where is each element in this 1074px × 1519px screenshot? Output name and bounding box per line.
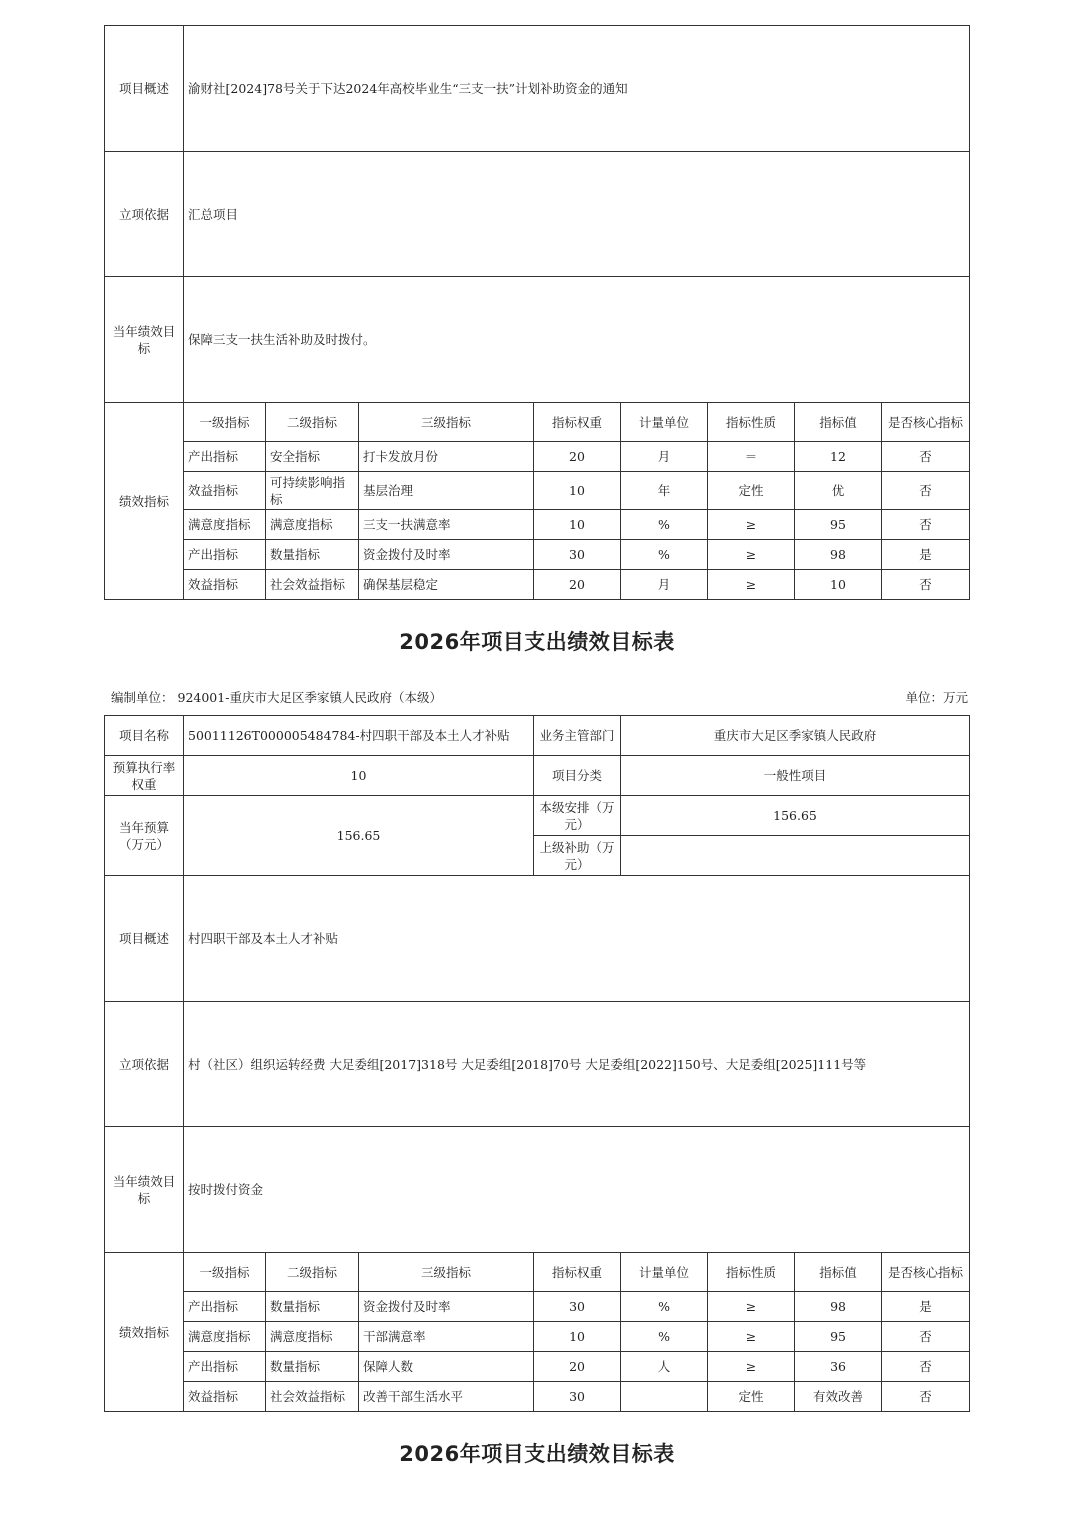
cell: ≥ <box>708 570 795 600</box>
cell: 满意度指标 <box>184 1322 266 1352</box>
cell: 10 <box>795 570 882 600</box>
overview-label: 项目概述 <box>105 26 184 152</box>
cell: 30 <box>534 540 621 570</box>
cell: 10 <box>534 472 621 510</box>
table-row <box>105 1382 970 1412</box>
cell: 30 <box>534 1292 621 1322</box>
cell: 打卡发放月份 <box>359 442 534 472</box>
cell: 否 <box>882 442 970 472</box>
cell: 改善干部生活水平 <box>359 1382 534 1412</box>
cell: 30 <box>534 1382 621 1412</box>
cell: ≥ <box>708 540 795 570</box>
cell: 月 <box>621 442 708 472</box>
header-cell: 是否核心指标 <box>882 1253 970 1292</box>
currency-unit: 单位：万元 <box>905 690 968 705</box>
compiling-unit <box>111 688 442 706</box>
category-value: 一般性项目 <box>621 756 970 796</box>
next-page-title: 2026年项目支出绩效目标表 <box>399 1442 675 1466</box>
header-cell: 一级指标 <box>184 403 266 442</box>
cell: 满意度指标 <box>266 510 359 540</box>
cell: ＝ <box>708 442 795 472</box>
cell: 是 <box>882 540 970 570</box>
basis-label: 立项依据 <box>105 1002 184 1127</box>
cell: 确保基层稳定 <box>359 570 534 600</box>
header-cell: 三级指标 <box>359 403 534 442</box>
cell: 数量指标 <box>266 1292 359 1322</box>
cell: 20 <box>534 442 621 472</box>
cell: 月 <box>621 570 708 600</box>
header-cell: 指标性质 <box>708 1253 795 1292</box>
cell: 否 <box>882 510 970 540</box>
table-row <box>105 540 970 570</box>
cell: 产出指标 <box>184 1292 266 1322</box>
cell: 95 <box>795 1322 882 1352</box>
header-cell: 二级指标 <box>266 403 359 442</box>
cell: 干部满意率 <box>359 1322 534 1352</box>
cell: 人 <box>621 1352 708 1382</box>
cell: 效益指标 <box>184 570 266 600</box>
indicators-label: 绩效指标 <box>105 1253 184 1412</box>
cell: 否 <box>882 1382 970 1412</box>
cell: 保障人数 <box>359 1352 534 1382</box>
cell: 产出指标 <box>184 1352 266 1382</box>
cell: 可持续影响指标 <box>266 472 359 510</box>
cell: 产出指标 <box>184 442 266 472</box>
header-cell: 三级指标 <box>359 1253 534 1292</box>
cell: 产出指标 <box>184 540 266 570</box>
cell: ≥ <box>708 1352 795 1382</box>
indicators-label: 绩效指标 <box>105 403 184 600</box>
table-row <box>105 1322 970 1352</box>
cell: 否 <box>882 1352 970 1382</box>
cell: 10 <box>534 510 621 540</box>
cell: % <box>621 1322 708 1352</box>
goal-label: 当年绩效目标 <box>105 277 184 403</box>
page-title: 2026年项目支出绩效目标表 <box>399 630 675 654</box>
cell: 数量指标 <box>266 540 359 570</box>
cell: 否 <box>882 570 970 600</box>
header-cell: 指标权重 <box>534 1253 621 1292</box>
cell: 定性 <box>708 1382 795 1412</box>
category-label: 项目分类 <box>534 756 621 796</box>
basis-value: 村（社区）组织运转经费 大足委组[2017]318号 大足委组[2018]70号 大足委组[2022]150号、大足委组[2025]111号等 <box>184 1002 970 1127</box>
goal-value: 按时拨付资金 <box>184 1127 970 1253</box>
table-row <box>105 570 970 600</box>
table-row <box>105 1292 970 1322</box>
cell: 资金拨付及时率 <box>359 540 534 570</box>
overview-label: 项目概述 <box>105 876 184 1002</box>
section1-table <box>104 25 970 600</box>
cell: 20 <box>534 1352 621 1382</box>
cell: 否 <box>882 1322 970 1352</box>
overview-value: 村四职干部及本土人才补贴 <box>184 876 970 1002</box>
dept-value: 重庆市大足区季家镇人民政府 <box>621 716 970 756</box>
section2-table <box>104 715 970 1412</box>
header-cell: 计量单位 <box>621 403 708 442</box>
superior-label: 上级补助（万元） <box>534 836 621 876</box>
dept-label: 业务主管部门 <box>534 716 621 756</box>
cell: % <box>621 1292 708 1322</box>
table-row <box>105 1352 970 1382</box>
compiling-unit-label: 编制单位： <box>111 690 174 705</box>
cell: 98 <box>795 1292 882 1322</box>
budget-label: 当年预算（万元） <box>105 796 184 876</box>
cell: 定性 <box>708 472 795 510</box>
header-cell: 指标值 <box>795 403 882 442</box>
header-cell: 指标值 <box>795 1253 882 1292</box>
cell: 10 <box>534 1322 621 1352</box>
table-row <box>105 442 970 472</box>
cell: 效益指标 <box>184 1382 266 1412</box>
overview-value: 渝财社[2024]78号关于下达2024年高校毕业生“三支一扶”计划补助资金的通知 <box>184 26 970 152</box>
budget-value: 156.65 <box>184 796 534 876</box>
goal-value: 保障三支一扶生活补助及时拨付。 <box>184 277 970 403</box>
goal-label: 当年绩效目标 <box>105 1127 184 1253</box>
name-label: 项目名称 <box>105 716 184 756</box>
cell: 36 <box>795 1352 882 1382</box>
cell: 三支一扶满意率 <box>359 510 534 540</box>
budget-weight-label: 预算执行率权重 <box>105 756 184 796</box>
cell: 满意度指标 <box>266 1322 359 1352</box>
cell: 安全指标 <box>266 442 359 472</box>
cell: 否 <box>882 472 970 510</box>
basis-value: 汇总项目 <box>184 152 970 277</box>
cell: 数量指标 <box>266 1352 359 1382</box>
header-cell: 计量单位 <box>621 1253 708 1292</box>
table-row <box>105 510 970 540</box>
budget-weight-value: 10 <box>184 756 534 796</box>
cell: 社会效益指标 <box>266 570 359 600</box>
name-value: 50011126T000005484784-村四职干部及本土人才补贴 <box>184 716 534 756</box>
basis-label: 立项依据 <box>105 152 184 277</box>
cell: ≥ <box>708 1322 795 1352</box>
cell: 20 <box>534 570 621 600</box>
cell: 资金拨付及时率 <box>359 1292 534 1322</box>
local-label: 本级安排（万元） <box>534 796 621 836</box>
cell: 有效改善 <box>795 1382 882 1412</box>
cell: 98 <box>795 540 882 570</box>
cell: % <box>621 540 708 570</box>
superior-value <box>621 836 970 876</box>
cell: 年 <box>621 472 708 510</box>
cell: 基层治理 <box>359 472 534 510</box>
cell: 12 <box>795 442 882 472</box>
table-row <box>105 472 970 510</box>
cell: ≥ <box>708 510 795 540</box>
header-cell: 指标权重 <box>534 403 621 442</box>
cell: 满意度指标 <box>184 510 266 540</box>
cell: 优 <box>795 472 882 510</box>
header-cell: 二级指标 <box>266 1253 359 1292</box>
cell: 是 <box>882 1292 970 1322</box>
cell: ≥ <box>708 1292 795 1322</box>
local-value: 156.65 <box>621 796 970 836</box>
header-cell: 是否核心指标 <box>882 403 970 442</box>
cell: 社会效益指标 <box>266 1382 359 1412</box>
header-cell: 指标性质 <box>708 403 795 442</box>
compiling-unit-value: 924001-重庆市大足区季家镇人民政府（本级） <box>177 690 442 705</box>
cell: 95 <box>795 510 882 540</box>
cell: % <box>621 510 708 540</box>
header-cell: 一级指标 <box>184 1253 266 1292</box>
cell: 效益指标 <box>184 472 266 510</box>
cell <box>621 1382 708 1412</box>
